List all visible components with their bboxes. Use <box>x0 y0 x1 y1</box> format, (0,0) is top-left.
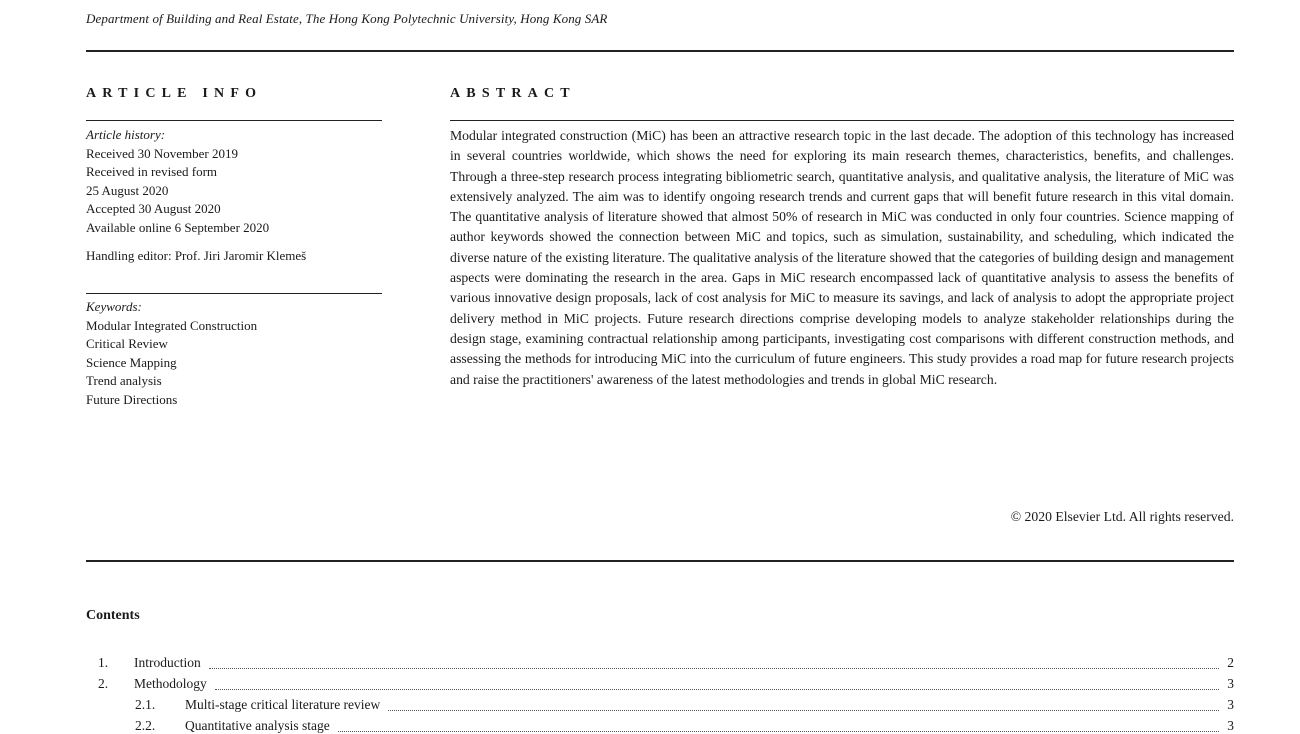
toc-leader <box>215 688 1220 690</box>
toc-leader <box>338 730 1220 732</box>
toc-title: Introduction <box>134 655 201 670</box>
abstract-text: Modular integrated construction (MiC) has been an attractive research topic in the last decade. The adoption of this technology has increased in several countries worldwide, which shows the need for exploring its main research themes, characteristics, benefits, and challenges. Through a three-step research process integrating bibliometric search, quantitative analysis, and qualitative analysis, the literature of MiC was extensively analyzed. The aim was to identify ongoing research trends and current gaps that will benefit future research in this vital domain. The quantitative analysis of literature showed that almost 50% of research in MiC was conducted in only four countries. Science mapping of author keywords showed the connection between MiC and topics, such as simulation, sustainability, and scheduling, which indicated the diverse nature of the existing literature. The qualitative analysis of the literature showed that the categories of building design and management aspects were dominating the research in the area. Gaps in MiC research encompassed lack of quantitative analysis to assess the benefits of various innovative design proposals, lack of cost analysis for MiC to measure its savings, and lack of analysis to adopt the appropriate project delivery method in MiC projects. Future research directions comprise developing models to analyze stakeholder relationships during the design stage, examining contractual relationship among participants, investigating cost comparisons with different construction methods, and assessing the methods for introducing MiC into the curriculum of future engineers. This study provides a road map for future research projects and raise the practitioners' awareness of the latest methodologies and trends in global MiC research. <box>450 128 1234 387</box>
toc-row[interactable] <box>98 655 1234 671</box>
article-history <box>86 126 382 266</box>
history-accepted: Accepted 30 August 2020 <box>86 201 221 216</box>
affiliation: Department of Building and Real Estate, The Hong Kong Polytechnic University, Hong Kong SAR <box>86 11 608 26</box>
toc-page: 3 <box>1227 676 1234 691</box>
keywords-label: Keywords: <box>86 299 142 314</box>
toc-page: 3 <box>1227 718 1234 733</box>
toc-leader <box>209 667 1220 669</box>
toc-title: Multi-stage critical literature review <box>185 697 381 712</box>
keyword-item: Modular Integrated Construction <box>86 317 258 333</box>
history-revised-label: Received in revised form <box>86 164 218 179</box>
handling-editor: Handling editor: Prof. Jiri Jaromir Klemeš <box>86 248 307 263</box>
history-label: Article history: <box>86 127 166 142</box>
contents-title: Contents <box>86 608 140 623</box>
abstract-rule <box>450 120 1234 121</box>
toc-page: 3 <box>1227 697 1234 712</box>
copyright: © 2020 Elsevier Ltd. All rights reserved. <box>1010 509 1234 524</box>
keyword-item: Trend analysis <box>86 373 162 388</box>
keywords-rule <box>86 293 382 294</box>
toc-row[interactable] <box>135 697 1234 713</box>
toc-row[interactable] <box>98 676 1234 692</box>
middle-rule <box>86 560 1234 562</box>
toc-row[interactable] <box>135 718 1234 734</box>
top-rule <box>86 50 1234 52</box>
toc-title: Quantitative analysis stage <box>185 718 330 733</box>
article-info-heading: ARTICLE INFO <box>86 86 263 101</box>
keywords <box>86 298 382 409</box>
toc-number: 2.1. <box>135 697 156 712</box>
toc-page: 2 <box>1227 655 1234 670</box>
toc-title: Methodology <box>134 676 207 691</box>
toc-number: 2. <box>98 676 109 691</box>
history-online: Available online 6 September 2020 <box>86 219 270 235</box>
keyword-item: Future Directions <box>86 391 178 407</box>
history-received: Received 30 November 2019 <box>86 145 238 161</box>
abstract-heading: ABSTRACT <box>450 86 576 101</box>
abstract-body <box>450 126 1234 390</box>
keyword-item: Science Mapping <box>86 354 177 370</box>
keyword-item: Critical Review <box>86 336 168 351</box>
history-revised-date: 25 August 2020 <box>86 182 169 198</box>
article-info-rule <box>86 120 382 121</box>
toc-number: 2.2. <box>135 718 156 733</box>
toc-number: 1. <box>98 655 109 670</box>
toc-leader <box>388 709 1219 711</box>
